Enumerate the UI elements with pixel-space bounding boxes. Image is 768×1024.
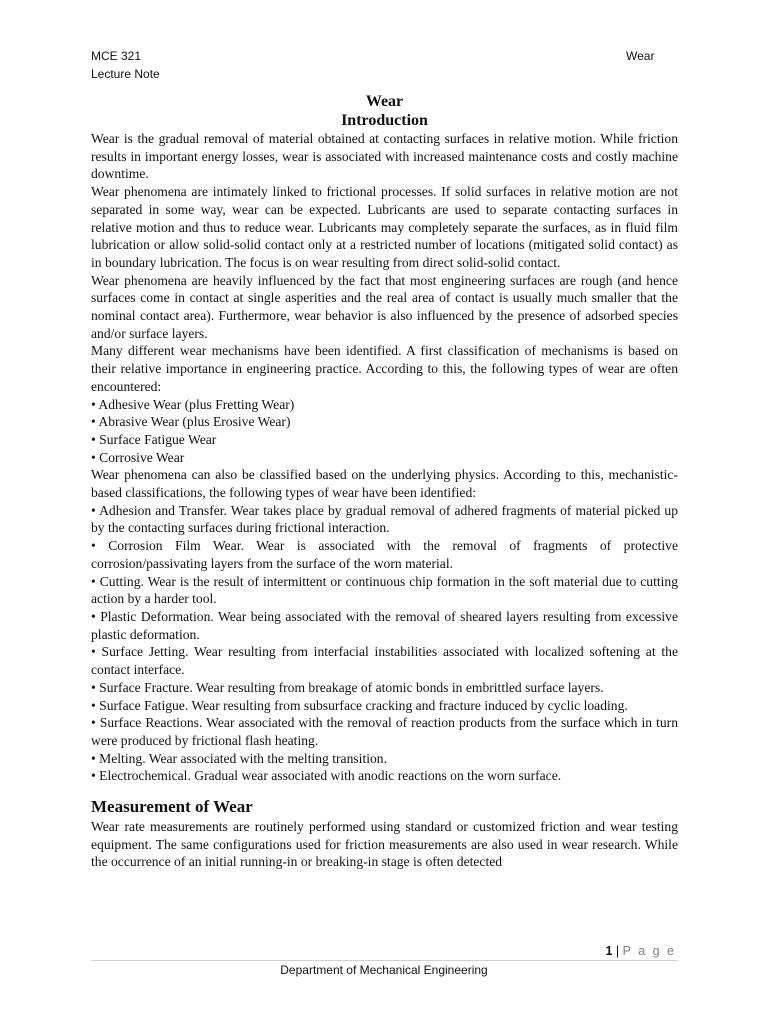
paragraph: Wear phenomena are intimately linked to frictional processes. If solid surfaces in relative motion are not separated in some way, wear can be expected. Lubricants are used to separate contacting surfaces in relative motion and thus to reduce wear. Lubricants may completely separate the surfaces, as in fluid film lubrication or allow solid-solid contact only at a restricted number of locations (mitigated solid contact) as in boundary lubrication. The focus is on wear resulting from direct solid-solid contact. — [91, 184, 678, 270]
course-code: MCE 321 — [91, 49, 142, 63]
physics-intro-paragraph: Wear phenomena can also be classified based on the underlying physics. According to this, mechanistic-based classifications, the following types of wear have been identified: — [91, 467, 678, 501]
mechanism-item: • Surface Fracture. Wear resulting from breakage of atomic bonds in embrittled surface layers. — [91, 679, 604, 695]
paragraph: Wear phenomena are heavily influenced by the fact that most engineering surfaces are rough (and hence surfaces come in contact at single asperities and the real area of contact is usually much smaller that the nominal contact area). Furthermore, wear behavior is also influenced by the presence of adsorbed species and/or surface layers. — [91, 272, 678, 341]
paragraph: Wear is the gradual removal of material obtained at contacting surfaces in relative motion. While friction results in important energy losses, wear is associated with increased maintenance costs and costly machine downtime. — [91, 131, 678, 182]
mechanism-item: • Surface Reactions. Wear associated with the removal of reaction products from the surface which in turn were produced by frictional flash heating. — [91, 715, 678, 748]
paragraph: Many different wear mechanisms have been identified. A first classification of mechanisms is based on their relative importance in engineering practice. According to this, the following types of wear are often encountered: — [91, 343, 678, 394]
mechanism-item: • Corrosion Film Wear. Wear is associated with the removal of fragments of protective corrosion/passivating layers from the surface of the worn material. — [91, 538, 678, 571]
document-title: Wear — [365, 93, 404, 110]
page-number — [605, 943, 676, 959]
footer-department: Department of Mechanical Engineering — [280, 963, 488, 977]
page-label: P a g e — [622, 944, 676, 958]
measurement-paragraph: Wear rate measurements are routinely performed using standard or customized friction and wear testing equipment. The same configurations used for friction measurements are also used in wear research. While the occurrence of an initial running-in or breaking-in stage is often detected — [91, 819, 678, 870]
mechanism-item: • Melting. Wear associated with the melting transition. — [91, 750, 387, 766]
mechanism-item: • Plastic Deformation. Wear being associated with the removal of sheared layers resulting from excessive plastic deformation. — [91, 608, 678, 642]
document-body — [91, 92, 678, 871]
header-left — [91, 47, 160, 83]
page-number-value: 1 — [605, 944, 613, 958]
wear-type-item: • Adhesive Wear (plus Fretting Wear) — [91, 396, 295, 412]
mechanism-item: • Electrochemical. Gradual wear associated with anodic reactions on the worn surface. — [91, 768, 562, 784]
mechanism-item: • Cutting. Wear is the result of intermittent or continuous chip formation in the soft material due to cutting action by a harder tool. — [91, 573, 678, 607]
section-measurement-heading: Measurement of Wear — [91, 797, 253, 817]
page-separator: | — [615, 944, 620, 958]
header-topic: Wear — [626, 49, 655, 63]
footer-divider — [91, 960, 678, 961]
mechanism-item: • Surface Jetting. Wear resulting from interfacial instabilities associated with localized softening at the contact interface. — [91, 644, 678, 678]
lecture-note-label: Lecture Note — [91, 67, 160, 81]
wear-type-item: • Surface Fatigue Wear — [91, 431, 217, 447]
wear-type-item: • Corrosive Wear — [91, 449, 185, 465]
section-introduction-heading: Introduction — [341, 112, 428, 129]
wear-type-item: • Abrasive Wear (plus Erosive Wear) — [91, 414, 291, 430]
mechanism-item: • Adhesion and Transfer. Wear takes place by gradual removal of adhered fragments of material picked up by the contacting surfaces during frictional interaction. — [91, 502, 678, 536]
mechanism-item: • Surface Fatigue. Wear resulting from subsurface cracking and fracture induced by cyclic loading. — [91, 697, 628, 713]
